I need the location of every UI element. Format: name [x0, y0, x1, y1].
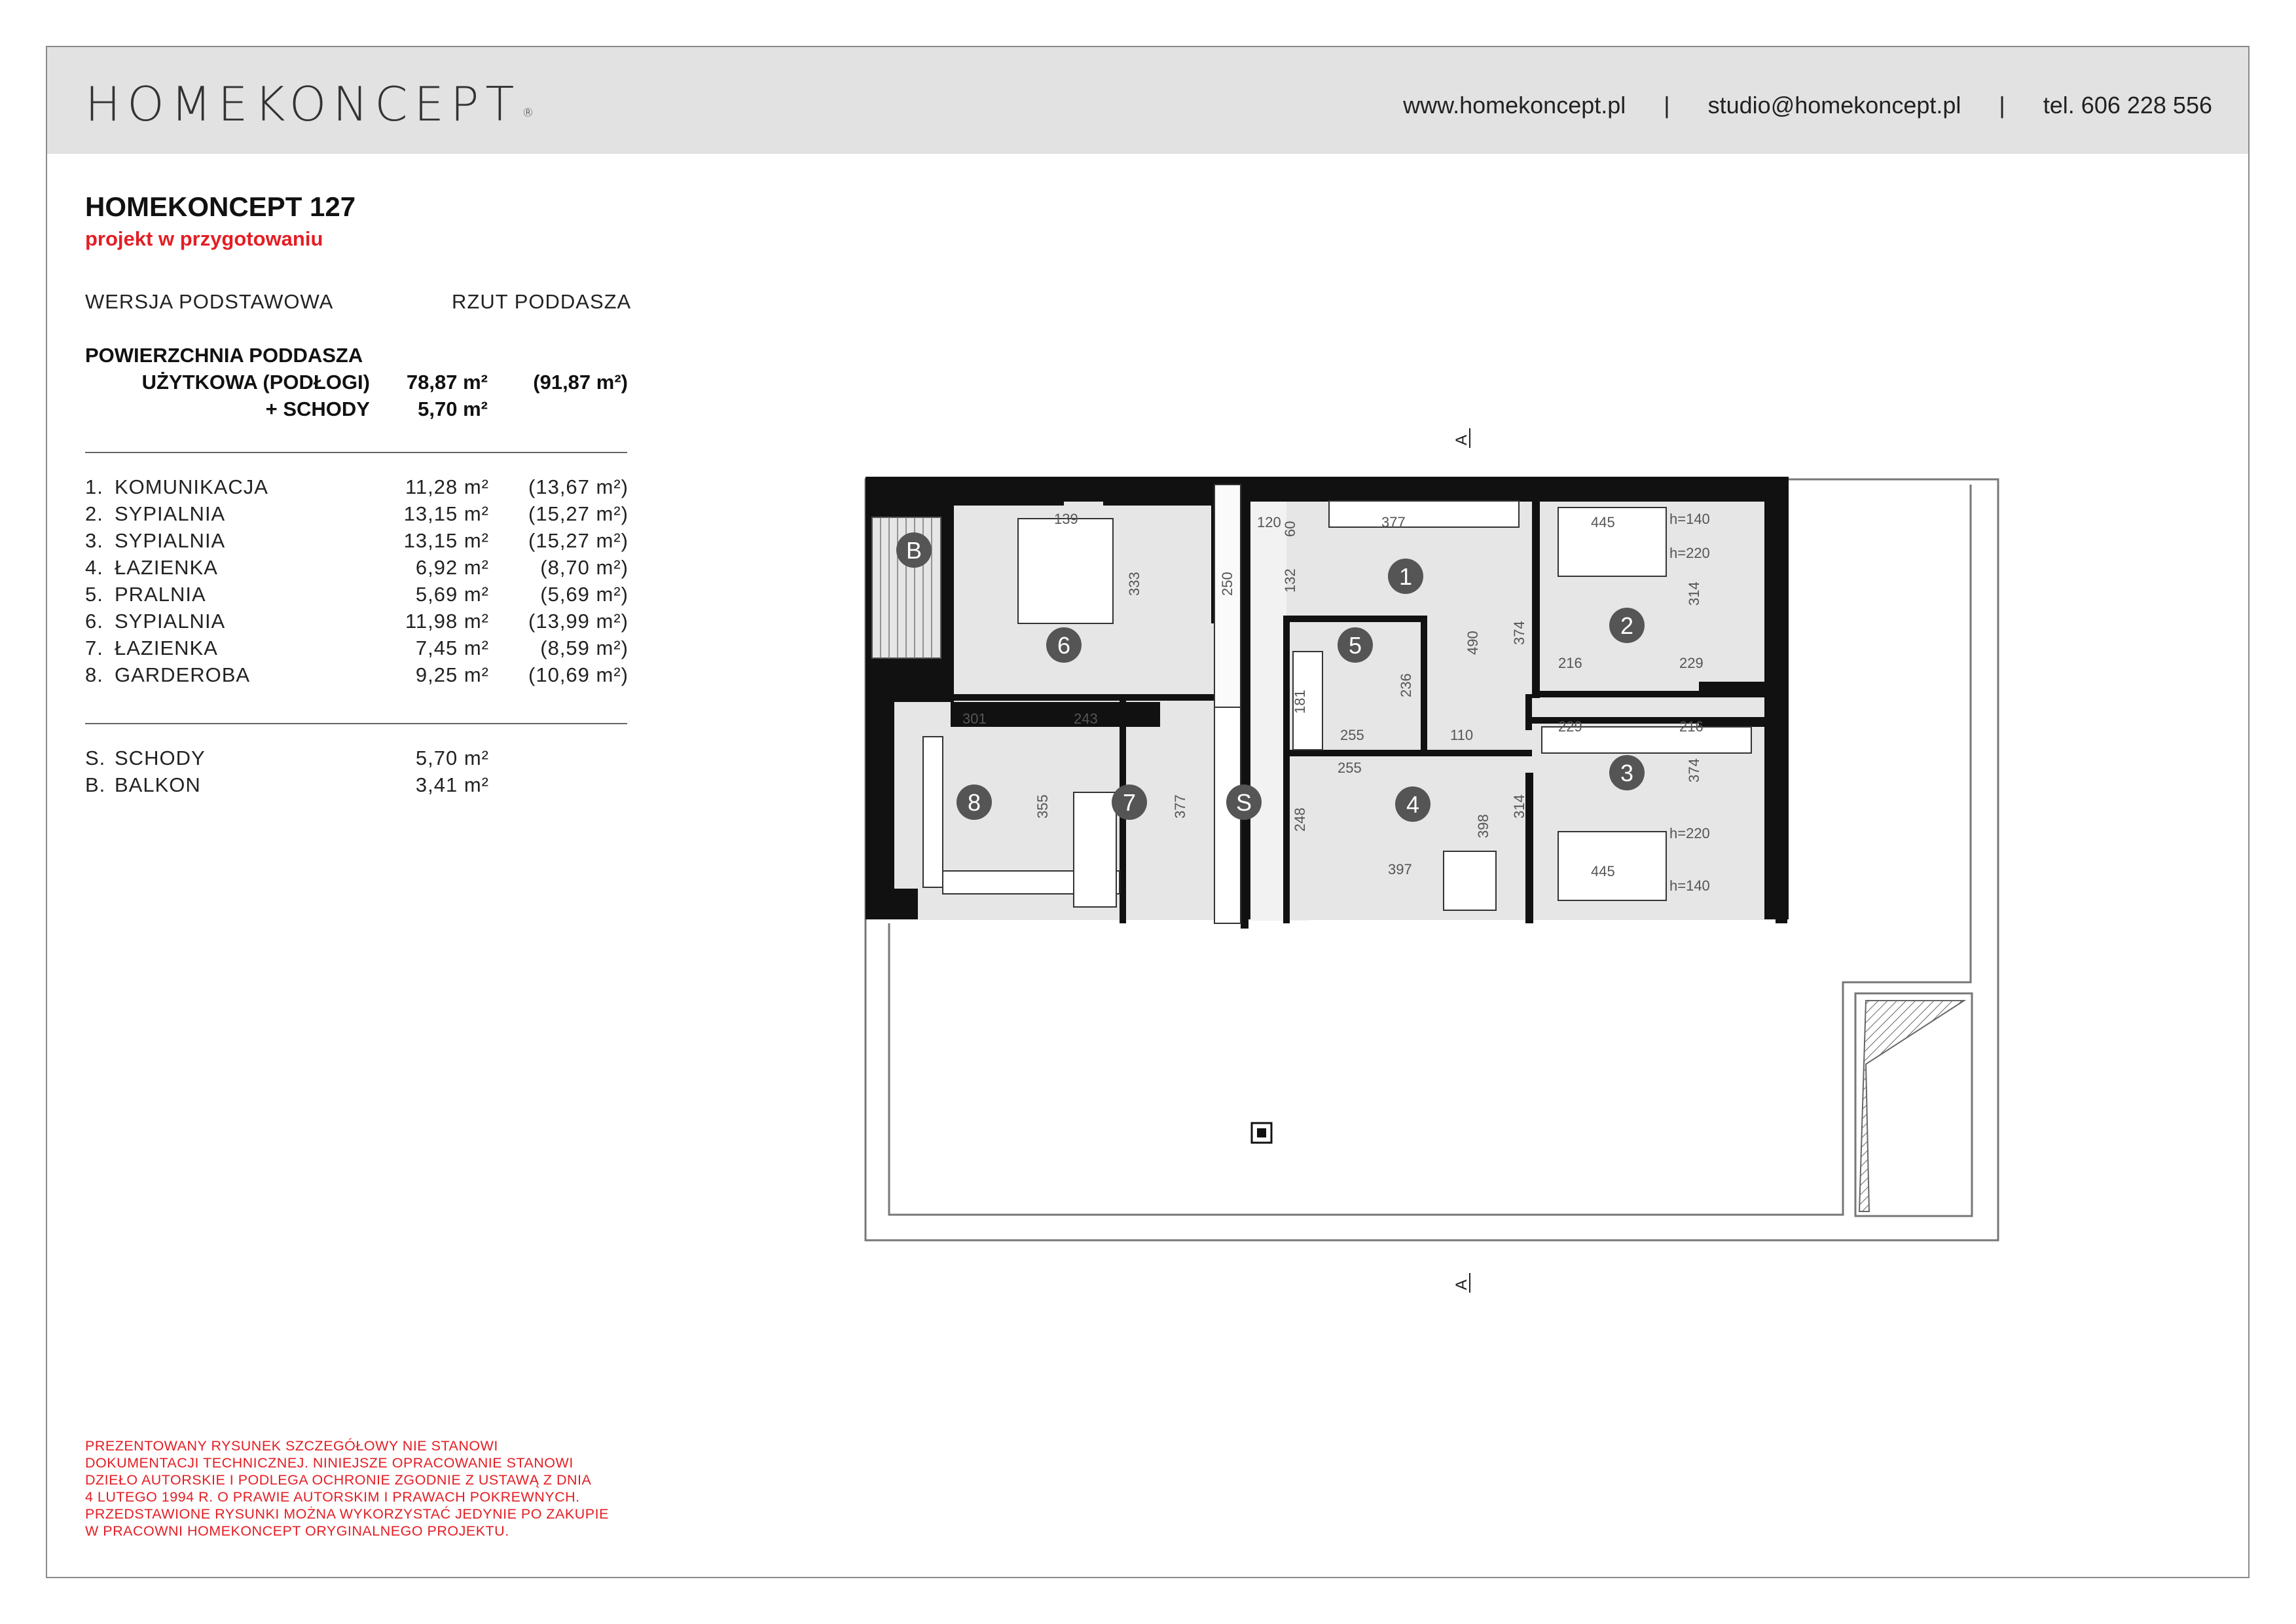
- room-name: SYPIALNIA: [115, 610, 226, 633]
- separator: |: [1664, 92, 1670, 119]
- room-area-total: (13,67 m²): [528, 475, 629, 498]
- extra-name: SCHODY: [115, 747, 206, 769]
- room-number: 3.: [85, 529, 103, 552]
- room-number: 8.: [85, 663, 103, 686]
- svg-text:139: 139: [1054, 511, 1078, 527]
- room-number: 6.: [85, 610, 103, 633]
- chimney: [1252, 1123, 1271, 1143]
- room-marker-3: [1609, 755, 1645, 790]
- svg-text:6: 6: [1057, 632, 1071, 659]
- summary-stairs-value: 5,70 m²: [418, 397, 488, 420]
- svg-text:397: 397: [1388, 861, 1412, 877]
- room-marker-8: [957, 784, 992, 820]
- svg-text:8: 8: [967, 789, 981, 816]
- svg-text:374: 374: [1511, 621, 1527, 645]
- svg-text:132: 132: [1282, 568, 1298, 593]
- room-area: 13,15 m²: [403, 529, 489, 552]
- svg-text:216: 216: [1679, 718, 1704, 735]
- disclaimer-line: DZIEŁO AUTORSKIE I PODLEGA OCHRONIE ZGODNIE Z USTAWĄ Z DNIA: [85, 1472, 592, 1488]
- room-area: 11,28 m²: [405, 475, 489, 498]
- room-row: [85, 663, 629, 690]
- email-link[interactable]: studio@homekoncept.pl: [1707, 92, 1961, 119]
- room-row: [85, 556, 629, 582]
- summary-usable-value: 78,87 m²: [406, 371, 488, 394]
- website-link[interactable]: www.homekoncept.pl: [1403, 92, 1626, 119]
- room-name: GARDEROBA: [115, 663, 251, 686]
- room-area-total: (8,59 m²): [540, 637, 629, 659]
- svg-text:h=220: h=220: [1669, 545, 1710, 561]
- shower-tray: [1444, 851, 1496, 910]
- phone-number[interactable]: tel. 606 228 556: [2043, 92, 2212, 119]
- svg-text:120: 120: [1257, 514, 1281, 530]
- svg-text:445: 445: [1591, 514, 1615, 530]
- svg-text:229: 229: [1679, 655, 1704, 671]
- summary-stairs-label: + SCHODY: [265, 397, 370, 420]
- svg-text:255: 255: [1338, 760, 1362, 776]
- svg-text:3: 3: [1620, 760, 1634, 786]
- room-name: PRALNIA: [115, 583, 206, 606]
- room-number: 2.: [85, 502, 103, 525]
- room-area-total: (5,69 m²): [540, 583, 629, 606]
- svg-text:B: B: [905, 537, 922, 564]
- separator: |: [1999, 92, 2005, 119]
- svg-text:355: 355: [1034, 794, 1051, 819]
- room-marker-5: [1338, 627, 1373, 663]
- room-area-total: (10,69 m²): [528, 663, 629, 686]
- svg-text:377: 377: [1381, 514, 1406, 530]
- svg-text:398: 398: [1475, 814, 1491, 838]
- extra-row: [85, 773, 629, 800]
- svg-text:229: 229: [1558, 718, 1582, 735]
- room-row: [85, 502, 629, 528]
- svg-text:333: 333: [1126, 572, 1142, 596]
- registered-mark: ®: [522, 106, 534, 120]
- svg-text:314: 314: [1686, 581, 1702, 606]
- room-number: 5.: [85, 583, 103, 606]
- svg-text:377: 377: [1172, 794, 1188, 819]
- room-area: 11,98 m²: [405, 610, 489, 633]
- summary-usable-label: UŻYTKOWA (PODŁOGI): [141, 371, 370, 394]
- disclaimer-line: DOKUMENTACJI TECHNICZNEJ. NINIEJSZE OPRACOWANIE STANOWI: [85, 1455, 574, 1471]
- disclaimer-line: 4 LUTEGO 1994 R. O PRAWIE AUTORSKIM I PRAWACH POKREWNYCH.: [85, 1489, 580, 1505]
- svg-text:h=140: h=140: [1669, 877, 1710, 894]
- wardrobe: [1329, 501, 1519, 527]
- room-number: 4.: [85, 556, 103, 579]
- room-area-total: (13,99 m²): [528, 610, 629, 633]
- svg-text:60: 60: [1282, 521, 1298, 537]
- svg-text:314: 314: [1511, 794, 1527, 819]
- extra-area: 5,70 m²: [415, 747, 489, 769]
- svg-text:4: 4: [1406, 791, 1420, 818]
- svg-text:1: 1: [1398, 563, 1413, 590]
- section-marker-bottom: A: [1453, 1279, 1470, 1290]
- copyright-disclaimer: [85, 1437, 648, 1540]
- bed: [1018, 519, 1113, 623]
- room-name: ŁAZIENKA: [115, 637, 218, 659]
- disclaimer-line: W PRACOWNI HOMEKONCEPT ORYGINALNEGO PROJEKTU.: [85, 1523, 509, 1539]
- svg-text:216: 216: [1558, 655, 1582, 671]
- divider: [85, 452, 627, 453]
- room-name: ŁAZIENKA: [115, 556, 218, 579]
- svg-text:248: 248: [1292, 807, 1308, 832]
- svg-text:S: S: [1235, 789, 1252, 816]
- room-area-total: (15,27 m²): [528, 502, 629, 525]
- svg-text:5: 5: [1348, 632, 1362, 659]
- svg-text:7: 7: [1122, 789, 1137, 816]
- room-row: [85, 610, 629, 636]
- room-name: KOMUNIKACJA: [115, 475, 268, 498]
- bathtub: [1074, 792, 1116, 907]
- room-marker-4: [1395, 786, 1430, 822]
- room-number: 7.: [85, 637, 103, 659]
- section-marker-top: A: [1453, 434, 1470, 445]
- extra-number: S.: [85, 747, 106, 769]
- logo-text: HOMEKONCEPT: [85, 77, 521, 132]
- header-bar: [47, 47, 2248, 154]
- room-marker-2: [1609, 608, 1645, 643]
- room-number: 1.: [85, 475, 103, 498]
- room-row: [85, 475, 629, 502]
- summary-usable-total: (91,87 m²): [533, 371, 628, 394]
- room-marker-7: [1112, 784, 1147, 820]
- svg-text:236: 236: [1398, 673, 1414, 697]
- extra-row: [85, 747, 629, 773]
- svg-text:110: 110: [1450, 727, 1474, 743]
- company-logo: [85, 77, 534, 132]
- extra-name: BALKON: [115, 773, 201, 796]
- svg-text:250: 250: [1219, 572, 1235, 596]
- room-area: 6,92 m²: [415, 556, 489, 579]
- svg-text:301: 301: [962, 710, 987, 727]
- svg-text:2: 2: [1620, 612, 1634, 639]
- room-marker-b: [896, 532, 932, 568]
- svg-text:h=220: h=220: [1669, 825, 1710, 841]
- disclaimer-line: PREZENTOWANY RYSUNEK SZCZEGÓŁOWY NIE STANOWI: [85, 1438, 498, 1454]
- divider: [85, 723, 627, 724]
- summary-heading: POWIERZCHNIA PODDASZA: [85, 344, 363, 367]
- svg-text:181: 181: [1292, 690, 1308, 714]
- svg-text:255: 255: [1340, 727, 1364, 743]
- room-area: 5,69 m²: [415, 583, 489, 606]
- wardrobe: [923, 737, 943, 887]
- room-area-total: (15,27 m²): [528, 529, 629, 552]
- room-area: 9,25 m²: [415, 663, 489, 686]
- room-name: SYPIALNIA: [115, 502, 226, 525]
- contact-info: [1403, 92, 2212, 119]
- svg-text:374: 374: [1686, 758, 1702, 783]
- extra-area: 3,41 m²: [415, 773, 489, 796]
- svg-text:445: 445: [1591, 863, 1615, 879]
- extra-number: B.: [85, 773, 106, 796]
- floor-plan: [858, 419, 2036, 1323]
- room-marker-6: [1046, 627, 1082, 663]
- svg-text:243: 243: [1074, 710, 1098, 727]
- room-marker-s: [1226, 784, 1262, 820]
- svg-text:490: 490: [1465, 631, 1481, 655]
- room-row: [85, 529, 629, 555]
- roof-window: [1859, 1001, 1964, 1211]
- svg-text:h=140: h=140: [1669, 511, 1710, 527]
- room-row: [85, 583, 629, 609]
- version-label: WERSJA PODSTAWOWA: [85, 290, 334, 313]
- room-area-total: (8,70 m²): [540, 556, 629, 579]
- room-area: 7,45 m²: [415, 637, 489, 659]
- project-status: projekt w przygotowaniu: [85, 227, 323, 250]
- room-row: [85, 637, 629, 663]
- room-marker-1: [1388, 559, 1423, 594]
- disclaimer-line: PRZEDSTAWIONE RYSUNKI MOŻNA WYKORZYSTAĆ JEDYNIE PO ZAKUPIE: [85, 1506, 609, 1522]
- project-title: HOMEKONCEPT 127: [85, 191, 356, 222]
- room-name: SYPIALNIA: [115, 529, 226, 552]
- room-area: 13,15 m²: [403, 502, 489, 525]
- view-label: RZUT PODDASZA: [452, 290, 632, 313]
